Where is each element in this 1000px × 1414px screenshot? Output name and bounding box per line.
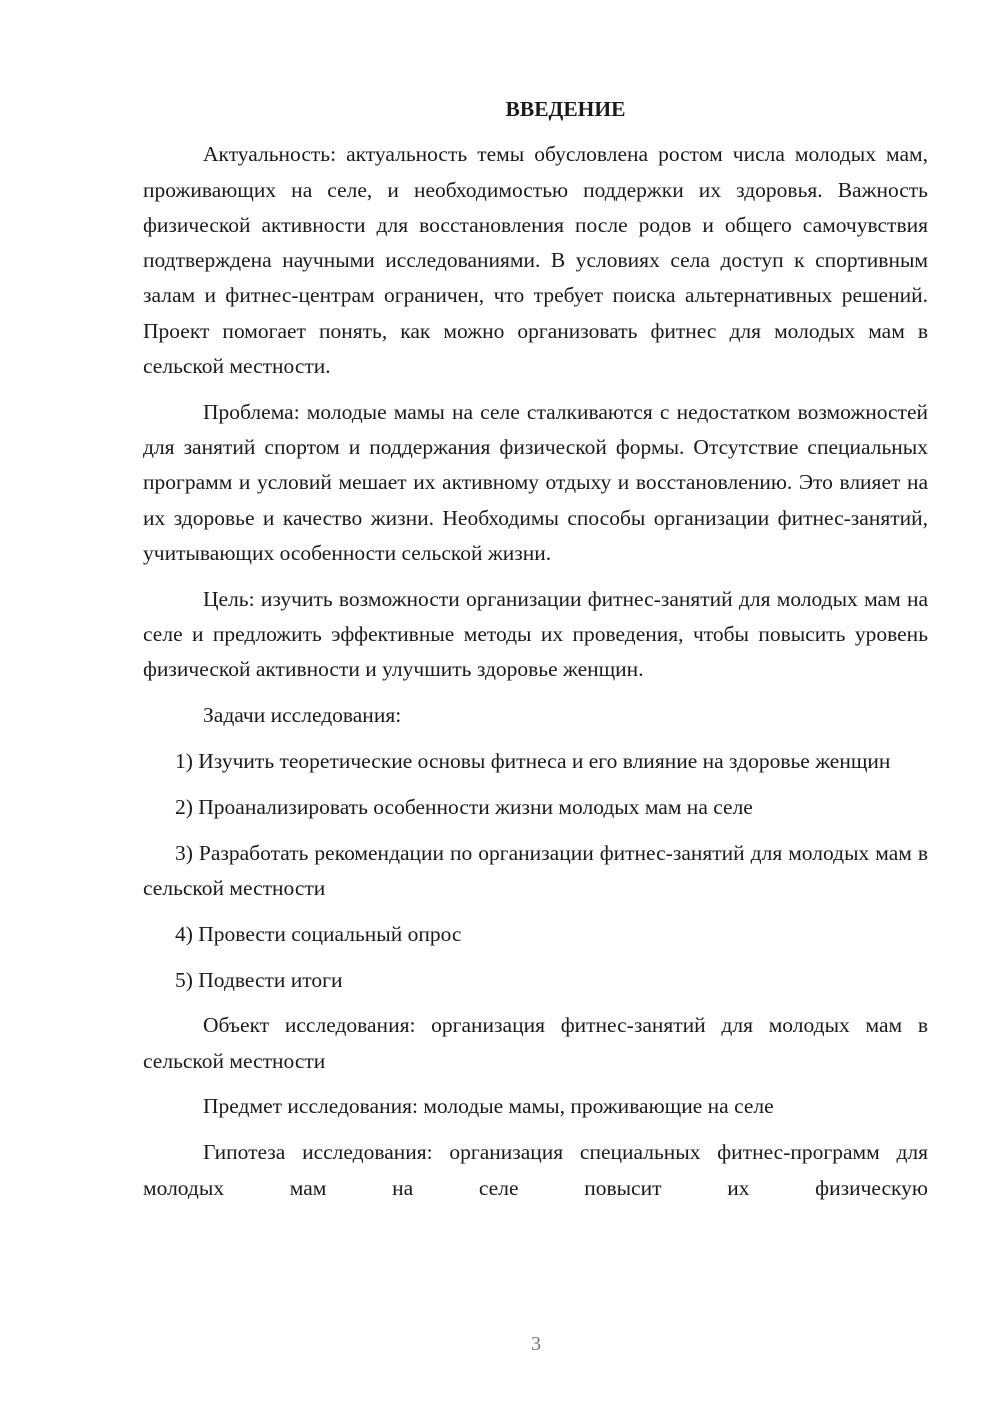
task-item-4: 4) Провести социальный опрос <box>175 921 462 946</box>
paragraph-goal: Цель: изучить возможности организации фитнес-занятий для молодых мам на селе и предложить эффективные методы их проведения, чтобы повысить уровень физической активности и улучшить здоровье женщин. <box>143 586 928 682</box>
task-item-3: 3) Разработать рекомендации по организации фитнес-занятий для молодых мам в сельской местности <box>143 840 928 900</box>
page-number: 3 <box>531 1333 541 1355</box>
paragraph-problem: Проблема: молодые мамы на селе сталкиваются с недостатком возможностей для занятий спортом и поддержания физической формы. Отсутствие специальных программ и условий мешает их активному отдыху и восстановлению. Это влияет на их здоровье и качество жизни. Необходимы способы организации фитнес-занятий, учитывающих особенности сельской жизни. <box>143 399 928 566</box>
paragraph-object: Объект исследования: организация фитнес-занятий для молодых мам в сельской местности <box>143 1013 928 1073</box>
task-item-1: 1) Изучить теоретические основы фитнеса и его влияние на здоровье женщин <box>175 749 891 774</box>
tasks-heading: Задачи исследования: <box>203 703 402 728</box>
task-item-2: 2) Проанализировать особенности жизни молодых мам на селе <box>175 794 753 819</box>
paragraph-hypothesis: Гипотеза исследования: организация специальных фитнес-программ для молодых мам на селе повысит их физическую <box>143 1140 928 1200</box>
document-body <box>143 92 928 1206</box>
paragraph-relevance: Актуальность: актуальность темы обусловлена ростом числа молодых мам, проживающих на селе, и необходимостью поддержки их здоровья. Важность физической активности для восстановления после родов и общего самочувствия подтверждена научными исследованиями. В условиях села доступ к спортивным залам и фитнес-центрам ограничен, что требует поиска альтернативных решений. Проект помогает понять, как можно организовать фитнес для молодых мам в сельской местности. <box>143 142 928 379</box>
task-item-5: 5) Подвести итоги <box>175 967 343 992</box>
section-title: ВВЕДЕНИЕ <box>505 97 626 121</box>
paragraph-subject: Предмет исследования: молодые мамы, проживающие на селе <box>203 1094 774 1119</box>
